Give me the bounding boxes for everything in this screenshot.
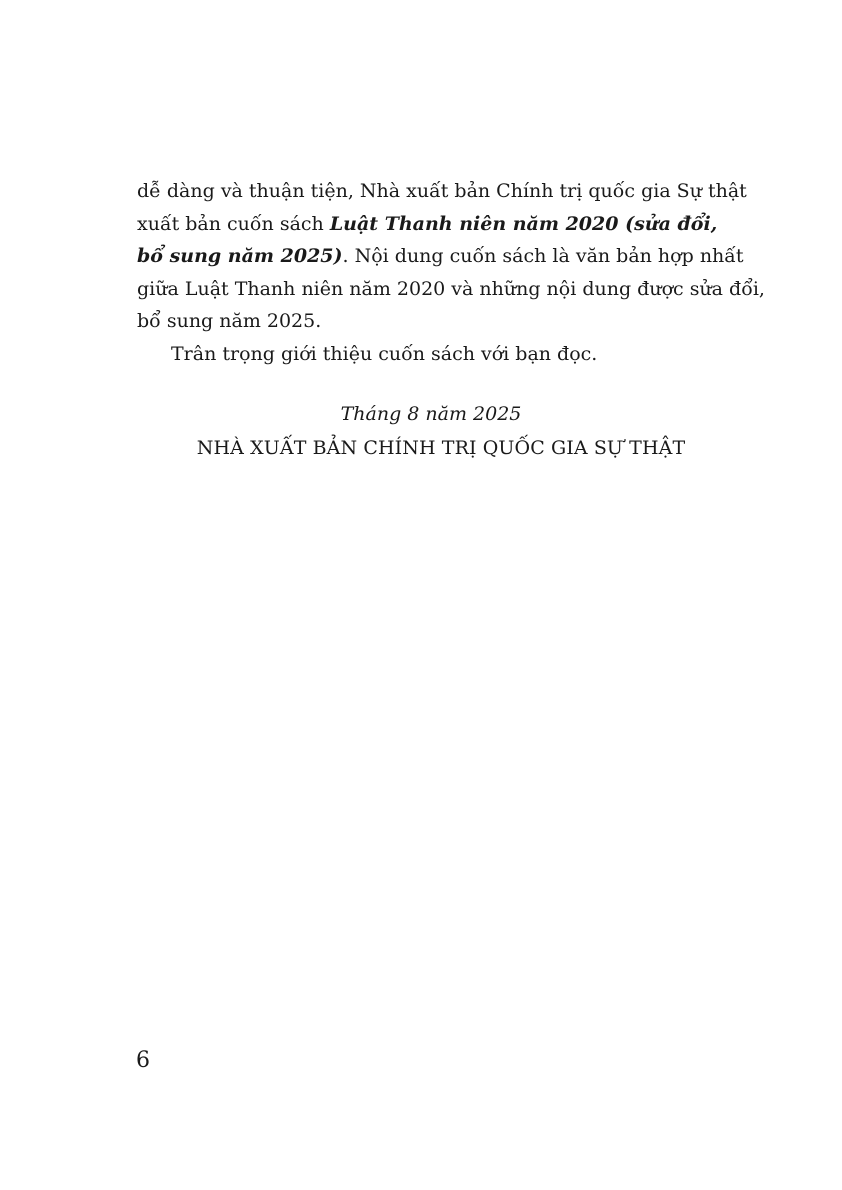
paragraph-line: bổ sung năm 2025.: [137, 310, 322, 332]
signature-organization: NHÀ XUẤT BẢN CHÍNH TRỊ QUỐC GIA SỰ THẬT: [196, 437, 686, 459]
line-prefix-text: xuất bản cuốn sách: [137, 212, 330, 235]
paragraph-closing: Trân trọng giới thiệu cuốn sách với bạn đọc.: [171, 342, 598, 365]
book-title-part-1: Luật Thanh niên năm 2020 (sửa đổi,: [329, 212, 718, 235]
paragraph-line: giữa Luật Thanh niên năm 2020 và những nội dung được sửa đổi,: [137, 277, 765, 300]
signature-block: [137, 398, 705, 464]
paragraph-line: [137, 208, 718, 241]
page-number: 6: [136, 1048, 150, 1073]
body-text: [137, 175, 765, 370]
signature-date: Tháng 8 năm 2025: [340, 403, 522, 425]
line-suffix-text: . Nội dung cuốn sách là văn bản hợp nhất: [342, 245, 744, 267]
paragraph-line: [137, 240, 744, 273]
paragraph-line: dễ dàng và thuận tiện, Nhà xuất bản Chính trị quốc gia Sự thật: [137, 180, 747, 202]
paragraph-intro: [137, 175, 765, 338]
book-title-part-2: bổ sung năm 2025): [137, 245, 343, 267]
